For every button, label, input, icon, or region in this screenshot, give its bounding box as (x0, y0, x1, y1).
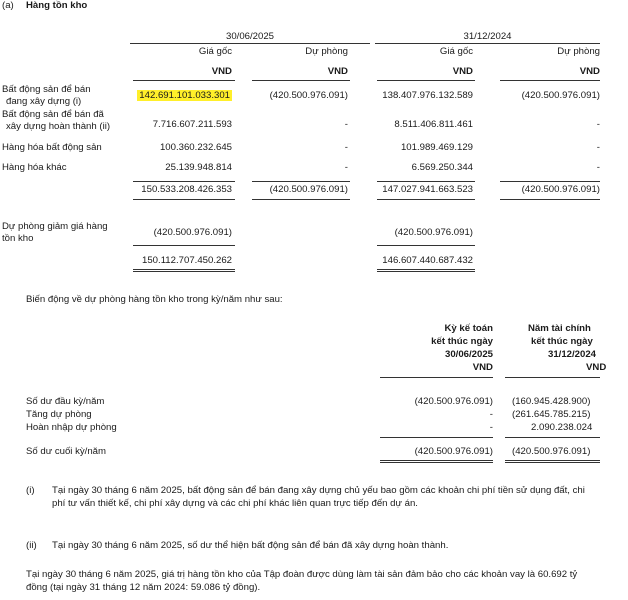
period-header-a: 30/06/2025 (225, 31, 274, 42)
table-cell: - (596, 142, 600, 153)
note-text: Tại ngày 30 tháng 6 năm 2025, số dư thể hiện bất động sản để bán đã xây dựng hoàn thành. (52, 540, 449, 551)
movement-cell: (420.500.976.091) (414, 396, 493, 407)
movement-subtotal-rule (505, 437, 600, 438)
movement-cell: (261.645.785.215) (512, 409, 591, 420)
header-rule (133, 80, 235, 81)
note-marker: (ii) (26, 540, 37, 551)
col-header-prov-b: Dự phòng (557, 46, 600, 57)
provision-label: Dự phòng giảm giá hàng tồn kho (2, 221, 108, 244)
total-cell: (420.500.976.091) (269, 184, 348, 195)
table-cell: - (596, 162, 600, 173)
movement-col2-header: Năm tài chính kết thúc ngày 31/12/2024 VND (528, 323, 607, 373)
note-text: Tại ngày 30 tháng 6 năm 2025, bất động sản để bán đang xây dựng chủ yếu bao gồm các khoản chi phí tiền sử dụng đất, chi phí tư vấn thiết kế, chi phí xây dựng và các chi phí khác liên quan trực tiếp đến dự án. (52, 485, 585, 509)
movement-cell: - (489, 422, 493, 433)
total-rule (377, 199, 475, 200)
total-cell: (420.500.976.091) (521, 184, 600, 195)
total-cell: 150.533.208.426.353 (141, 184, 232, 195)
subtotal-rule (377, 181, 475, 182)
period-header-b: 31/12/2024 (463, 31, 512, 42)
movement-double-rule (380, 460, 493, 463)
net-cell: 146.607.440.687.432 (382, 255, 473, 266)
movement-double-rule (505, 460, 600, 463)
movement-closing-cell: (420.500.976.091) (414, 446, 493, 457)
movement-cell: - (489, 409, 493, 420)
currency-cost-a: VND (211, 66, 232, 77)
table-cell: 8.511.406.811.461 (394, 119, 473, 130)
col-header-cost-b: Giá gốc (439, 46, 473, 57)
table-row-label: Bất động sản để bán đang xây dựng (i) (2, 84, 91, 107)
table-cell: 138.407.976.132.589 (382, 90, 473, 101)
table-cell (130, 90, 232, 101)
currency-prov-b: VND (579, 66, 600, 77)
table-cell: 7.716.607.211.593 (152, 119, 232, 130)
movement-closing-label: Số dư cuối kỳ/năm (26, 446, 107, 457)
total-cell: 147.027.941.663.523 (382, 184, 473, 195)
movement-cell: 2.090.238.024 (531, 422, 593, 433)
movement-header-rule (380, 377, 493, 378)
subtotal-rule (500, 181, 600, 182)
currency-prov-a: VND (327, 66, 348, 77)
period-a-underline (130, 43, 370, 44)
table-row-label: Hàng hóa khác (2, 162, 67, 173)
header-rule (500, 80, 600, 81)
col-header-prov-a: Dự phòng (305, 46, 348, 57)
period-b-underline (375, 43, 600, 44)
movement-header-rule (505, 377, 600, 378)
provision-cell: (420.500.976.091) (153, 227, 232, 238)
subtotal-rule (133, 181, 235, 182)
net-rule (377, 245, 475, 246)
movement-intro: Biến động về dự phòng hàng tồn kho trong kỳ/năm như sau: (26, 294, 283, 305)
table-cell: (420.500.976.091) (269, 90, 348, 101)
movement-row-label: Tăng dự phòng (26, 409, 92, 420)
provision-cell: (420.500.976.091) (394, 227, 473, 238)
table-cell: (420.500.976.091) (521, 90, 600, 101)
net-double-rule (133, 269, 235, 272)
subtotal-rule (252, 181, 350, 182)
table-cell: 101.989.469.129 (400, 142, 473, 153)
table-cell: - (344, 162, 348, 173)
header-rule (377, 80, 475, 81)
net-double-rule (377, 269, 475, 272)
movement-subtotal-rule (380, 437, 493, 438)
highlighted-value: 142.691.101.033.301 (139, 90, 230, 101)
total-rule (500, 199, 600, 200)
currency-cost-b: VND (452, 66, 473, 77)
note-marker: (i) (26, 485, 35, 496)
total-rule (252, 199, 350, 200)
table-cell: - (596, 119, 600, 130)
net-cell: 150.112.707.450.262 (142, 255, 232, 266)
movement-col1-header: Kỳ kế toán kết thúc ngày 30/06/2025 VND (431, 323, 493, 373)
table-cell: - (344, 119, 348, 130)
section-marker: (a) (2, 0, 14, 11)
table-cell: - (344, 142, 348, 153)
movement-cell: (160.945.428.900) (512, 396, 591, 407)
header-rule (252, 80, 350, 81)
movement-closing-cell: (420.500.976.091) (512, 446, 591, 457)
table-row-label: Bất động sản để bán đã xây dựng hoàn thành (ii) (2, 109, 111, 132)
movement-row-label: Số dư đầu kỳ/năm (26, 396, 105, 407)
table-cell: 6.569.250.344 (411, 162, 473, 173)
table-cell: 25.139.948.814 (165, 162, 232, 173)
section-title: Hàng tồn kho (26, 0, 88, 11)
table-row-label: Hàng hóa bất động sản (2, 142, 102, 153)
net-rule (133, 245, 235, 246)
col-header-cost-a: Giá gốc (198, 46, 232, 57)
movement-row-label: Hoàn nhập dự phòng (26, 422, 117, 433)
closing-paragraph: Tại ngày 30 tháng 6 năm 2025, giá trị hàng tồn kho của Tập đoàn được dùng làm tài sản đảm bảo cho các khoản vay là 60.692 tỷ đồng (tại ngày 31 tháng 12 năm 2024: 59.086 tỷ đồng). (26, 569, 578, 593)
total-rule (133, 199, 235, 200)
table-cell: 100.360.232.645 (159, 142, 232, 153)
